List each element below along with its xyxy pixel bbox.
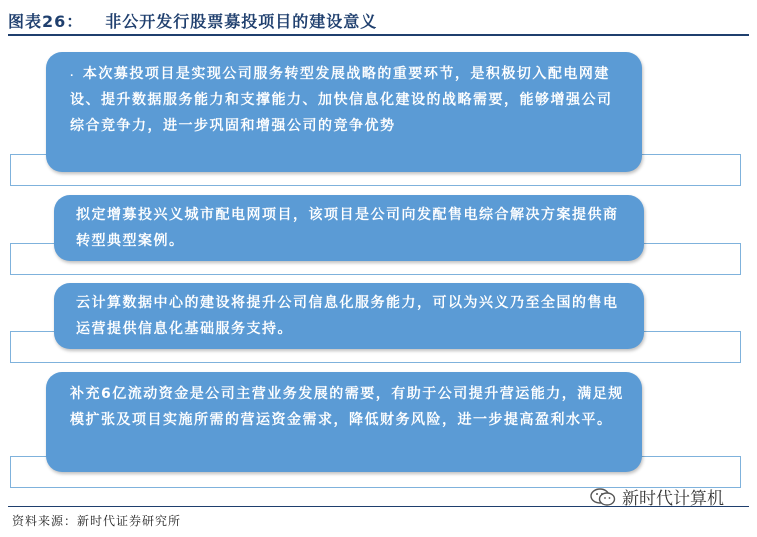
bullet-marker: .	[70, 69, 75, 79]
figure-label: 图表26：	[8, 11, 84, 31]
item-bubble-1	[46, 52, 642, 172]
item-text-1: 本次募投项目是实现公司服务转型发展战略的重要环节，是积极切入配电网建设、提升数据服务能力和支撑能力、加快信息化建设的战略需要，能够增强公司综合竞争力，进一步巩固和增强公司的竞争优势	[70, 66, 613, 134]
item-bubble-3	[54, 283, 644, 349]
source-note: 资料来源：新时代证券研究所	[12, 514, 182, 528]
figure-title-bar	[8, 6, 749, 36]
wechat-icon	[590, 487, 616, 507]
item-text-2: 拟定增募投兴义城市配电网项目，该项目是公司向发配售电综合解决方案提供商转型典型案例。	[76, 207, 619, 249]
item-bubble-2	[54, 195, 644, 261]
watermark-text: 新时代计算机	[622, 489, 724, 509]
item-text-3: 云计算数据中心的建设将提升公司信息化服务能力，可以为兴义乃至全国的售电运营提供信息化基础服务支持。	[76, 295, 619, 337]
item-text-4: 补充6亿流动资金是公司主营业务发展的需要，有助于公司提升营运能力，满足规模扩张及项目实施所需的营运资金需求，降低财务风险，进一步提高盈利水平。	[70, 386, 624, 428]
source-divider	[8, 506, 749, 507]
item-bubble-4	[46, 372, 642, 472]
figure-title: 非公开发行股票募投项目的建设意义	[105, 11, 378, 31]
